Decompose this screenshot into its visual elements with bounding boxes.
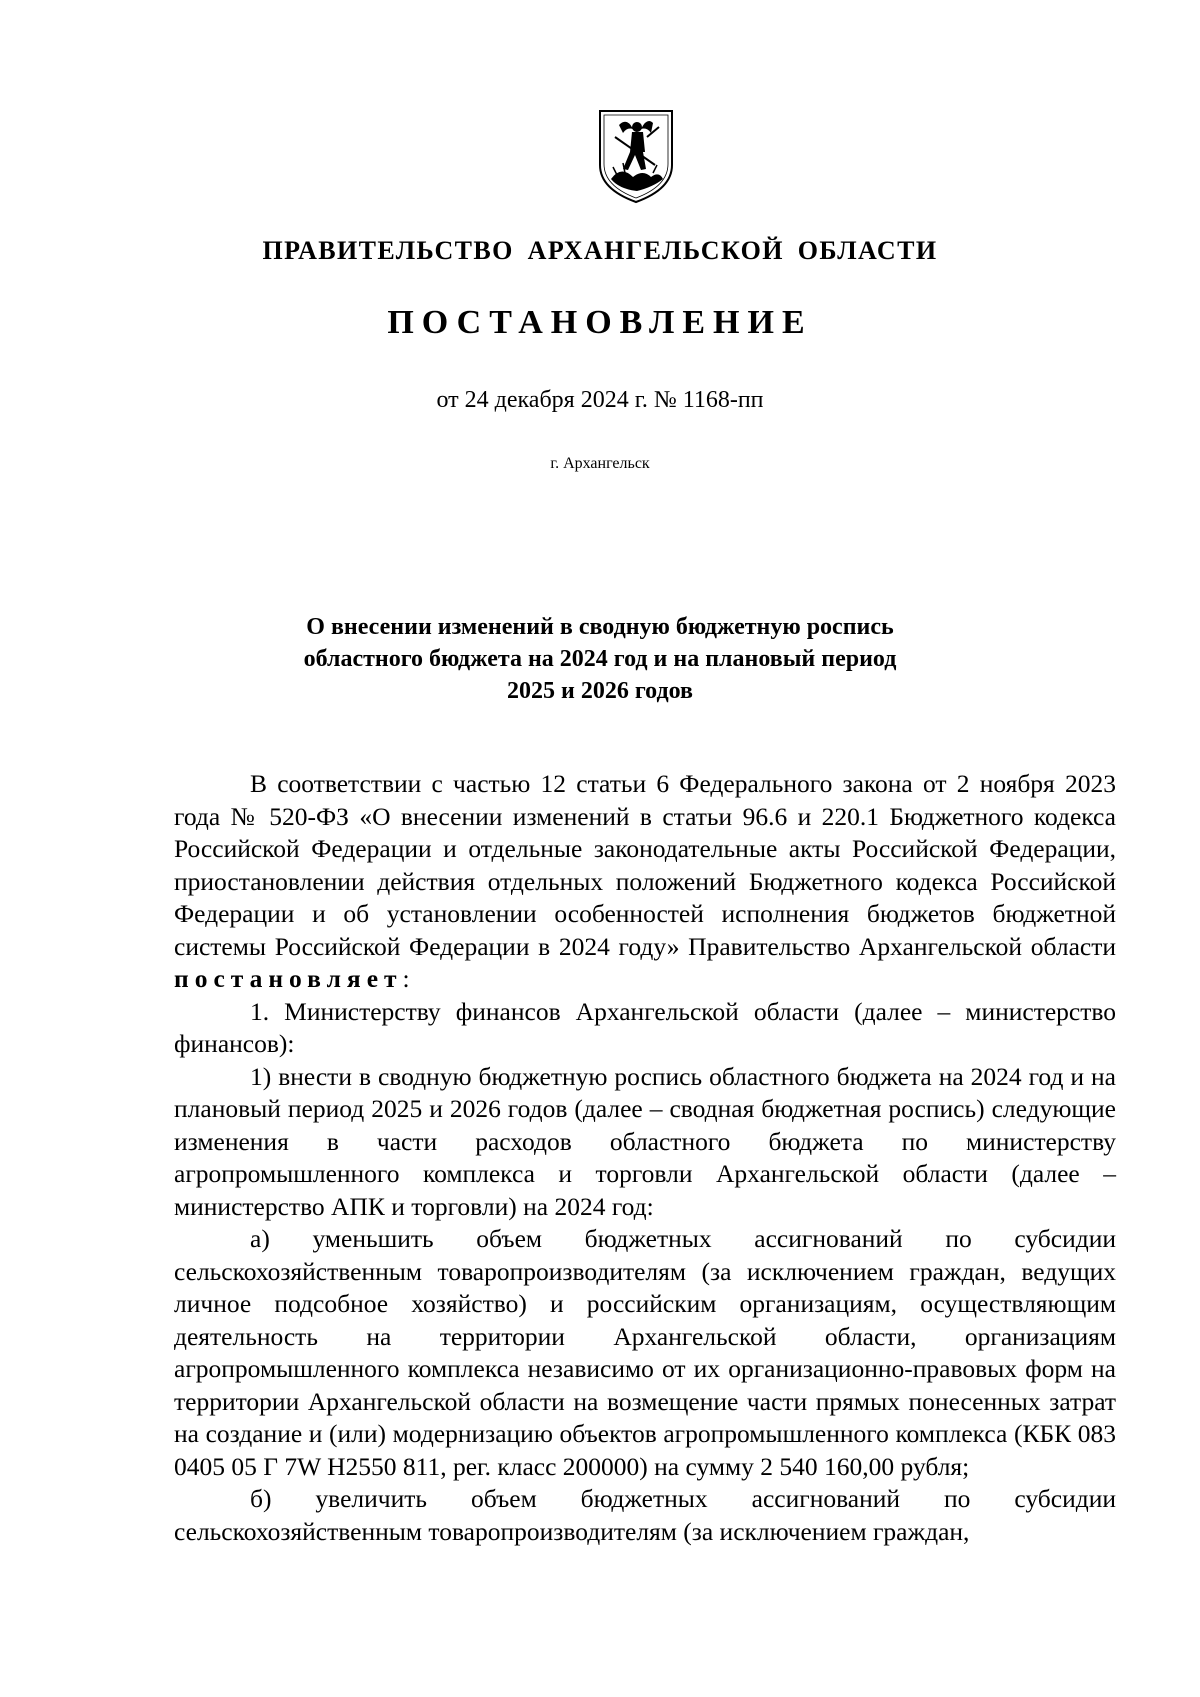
decree-word: постановляет [174,964,403,993]
paragraph-item-1: 1. Министерству финансов Архангельской области (далее – министерство финансов): [174,996,1116,1058]
paragraph-item-a: а) уменьшить объем бюджетных ассигнований по субсидии сельскохозяйственным товаропроизводителям (за исключением граждан, ведущих личное подсобное хозяйство) и российским организациям, осуществляющим деятельность на территории Архангельской области, организациям агропромышленного комплекса независимо от их организационно-правовых форм на территории Архангельской области на возмещение части прямых понесенных затрат на создание и (или) модернизацию объектов агропромышленного комплекса (КБК 083 0405 05 Г 7W Н2550 811, рег. класс 200000) на сумму 2 540 160,00 рубля; [174,1224,1116,1481]
document-title [0,611,1200,707]
paragraph-item-1-1: 1) внести в сводную бюджетную роспись областного бюджета на 2024 год и на плановый период 2025 и 2026 годов (далее – сводная бюджетная роспись) следующие изменения в части расходов областного бюджета по министерству агропромышленного комплекса и торговли Архангельской области (далее – министерство АПК и торговли) на 2024 год: [174,1061,1116,1221]
title-line: 2025 и 2026 годов [507,678,693,704]
document-body [174,768,1116,1548]
decree-colon: : [402,964,410,993]
coat-of-arms-icon [597,107,675,205]
preamble-text: В соответствии с частью 12 статьи 6 Федерального закона от 2 ноября 2023 года № 520-ФЗ «О внесении изменений в статьи 96.6 и 220.1 Бюджетного кодекса Российской Федерации и отдельные законодательные акты Российской Федерации, приостановлении действия отдельных положений Бюджетного кодекса Российской Федерации и об установлении особенностей исполнения бюджетов бюджетной системы Российской Федерации в 2024 году» Правительство Архангельской области [174,769,1116,961]
title-line: областного бюджета на 2024 год и на плановый период [303,646,897,672]
document-type: ПОСТАНОВЛЕНИЕ [387,304,813,341]
government-name: ПРАВИТЕЛЬСТВО АРХАНГЕЛЬСКОЙ ОБЛАСТИ [262,236,938,265]
document-date-number: от 24 декабря 2024 г. № 1168-пп [436,387,764,413]
preamble-paragraph [174,768,1116,996]
title-line: О внесении изменений в сводную бюджетную роспись [306,614,894,640]
paragraph-item-b: б) увеличить объем бюджетных ассигнований по субсидии сельскохозяйственным товаропроизводителям (за исключением граждан, [174,1484,1116,1546]
document-city: г. Архангельск [550,455,650,472]
